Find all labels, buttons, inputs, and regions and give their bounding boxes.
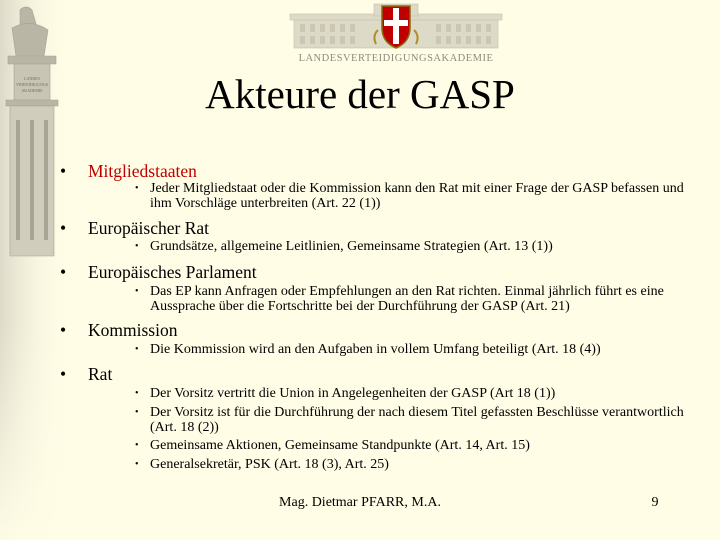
subbullet-text: Die Kommission wird an den Aufgaben in vollem Umfang beteiligt (Art. 18 (4)) — [150, 342, 601, 357]
footer-author: Mag. Dietmar PFARR, M.A. — [279, 495, 441, 510]
bullet-label: Rat — [88, 364, 113, 384]
bullet-marker: • — [60, 262, 67, 282]
bullet-label: Kommission — [88, 320, 178, 340]
slide-title: Akteure der GASP — [205, 71, 515, 117]
bullet-marker: • — [60, 218, 67, 238]
subbullet-text: Grundsätze, allgemeine Leitlinien, Gemeinsame Strategien (Art. 13 (1)) — [150, 239, 553, 254]
bullet-marker: • — [135, 241, 139, 252]
bullet-marker: • — [135, 459, 139, 470]
subbullet-text: Der Vorsitz vertritt die Union in Angelegenheiten der GASP (Art 18 (1)) — [150, 386, 556, 401]
subbullet-text: Generalsekretär, PSK (Art. 18 (3), Art. 25) — [150, 457, 389, 472]
subbullet-text: Jeder Mitgliedstaat oder die Kommission kann den Rat mit einer Frage der GASP befassen und ihm Vorschläge unterbreiten (Art. 22 (1)) — [150, 181, 684, 211]
bullet-marker: • — [60, 320, 67, 340]
bullet-marker: • — [135, 286, 139, 297]
page-number: 9 — [651, 495, 659, 510]
bullet-marker: • — [60, 364, 67, 384]
bullet-label: Mitgliedstaaten — [88, 161, 197, 181]
academy-name: LANDESVERTEIDIGUNGSAKADEMIE — [298, 53, 494, 64]
bullet-marker: • — [135, 407, 139, 418]
bullet-label: Europäisches Parlament — [88, 262, 257, 282]
bullet-marker: • — [135, 388, 139, 399]
bullet-marker: • — [135, 440, 139, 451]
bullet-marker: • — [135, 344, 139, 355]
bullet-marker: • — [135, 183, 139, 194]
subbullet-text: Das EP kann Anfragen oder Empfehlungen an den Rat richten. Einmal jährlich führt es eine Aussprache über die Fortschritte bei der Durchführung der GASP (Art. 21) — [150, 284, 664, 314]
bullet-label: Europäischer Rat — [88, 218, 209, 238]
bullet-marker: • — [60, 161, 67, 181]
subbullet-text: Der Vorsitz ist für die Durchführung der nach diesem Titel gefassten Beschlüsse verantwortlich (Art. 18 (2)) — [150, 405, 684, 435]
subbullet-text: Gemeinsame Aktionen, Gemeinsame Standpunkte (Art. 14, Art. 15) — [150, 438, 530, 453]
